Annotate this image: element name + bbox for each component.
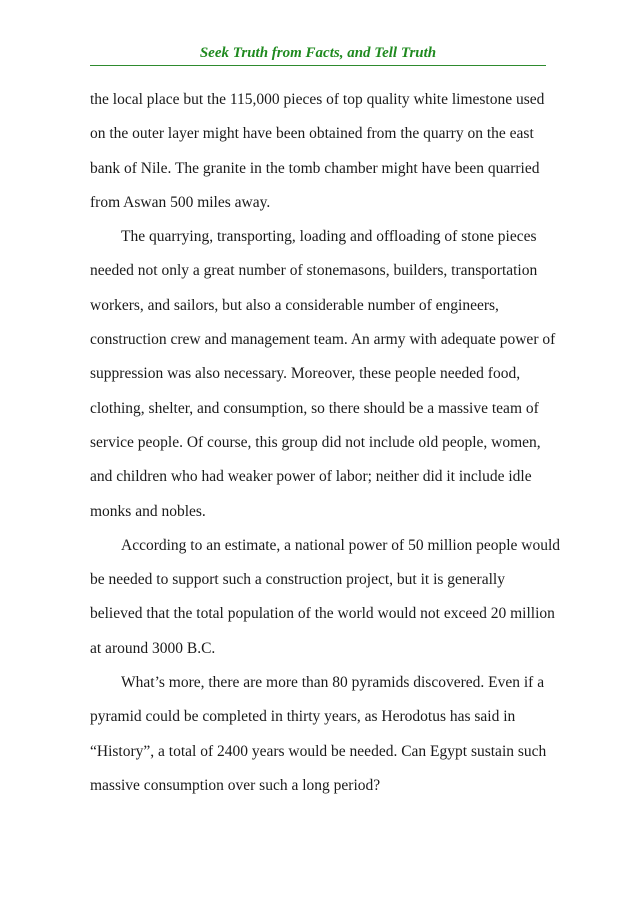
body-text: [90, 83, 560, 803]
text-line: needed not only a great number of stonemasons, builders, transportation: [90, 262, 538, 280]
text-line: the local place but the 115,000 pieces of top quality white limestone used: [90, 91, 545, 108]
text-line: believed that the total population of the world would not exceed 20 million: [90, 605, 555, 623]
text-line: be needed to support such a construction project, but it is generally: [90, 571, 505, 589]
paragraph-3: [90, 529, 560, 666]
text-line: and children who had weaker power of labor; neither did it include idle: [90, 468, 532, 486]
paragraph-1: [90, 83, 560, 220]
text-line: bank of Nile. The granite in the tomb chamber might have been quarried: [90, 159, 540, 177]
text-line: clothing, shelter, and consumption, so there should be a massive team of: [90, 399, 539, 417]
text-line: pyramid could be completed in thirty years, as Herodotus has said in: [90, 708, 516, 726]
text-line: According to an estimate, a national power of 50 million people would: [121, 536, 561, 554]
text-line: on the outer layer might have been obtained from the quarry on the east: [90, 125, 534, 143]
text-line: suppression was also necessary. Moreover, these people needed food,: [90, 365, 521, 383]
text-line: “History”, a total of 2400 years would be needed. Can Egypt sustain such: [90, 742, 547, 760]
text-line: service people. Of course, this group did not include old people, women,: [90, 433, 541, 451]
text-line: What’s more, there are more than 80 pyramids discovered. Even if a: [121, 674, 545, 692]
text-line: at around 3000 B.C.: [90, 639, 216, 657]
text-line: monks and nobles.: [90, 502, 206, 520]
text-line: from Aswan 500 miles away.: [90, 193, 271, 211]
paragraph-2: [90, 220, 560, 529]
paragraph-4: [90, 666, 560, 803]
text-line: massive consumption over such a long period?: [90, 776, 381, 794]
text-line: workers, and sailors, but also a considerable number of engineers,: [90, 296, 499, 314]
text-line: construction crew and management team. An army with adequate power of: [90, 331, 556, 349]
text-line: The quarrying, transporting, loading and offloading of stone pieces: [121, 228, 537, 246]
header-divider: [90, 65, 546, 66]
running-header-title: Seek Truth from Facts, and Tell Truth: [199, 45, 437, 61]
